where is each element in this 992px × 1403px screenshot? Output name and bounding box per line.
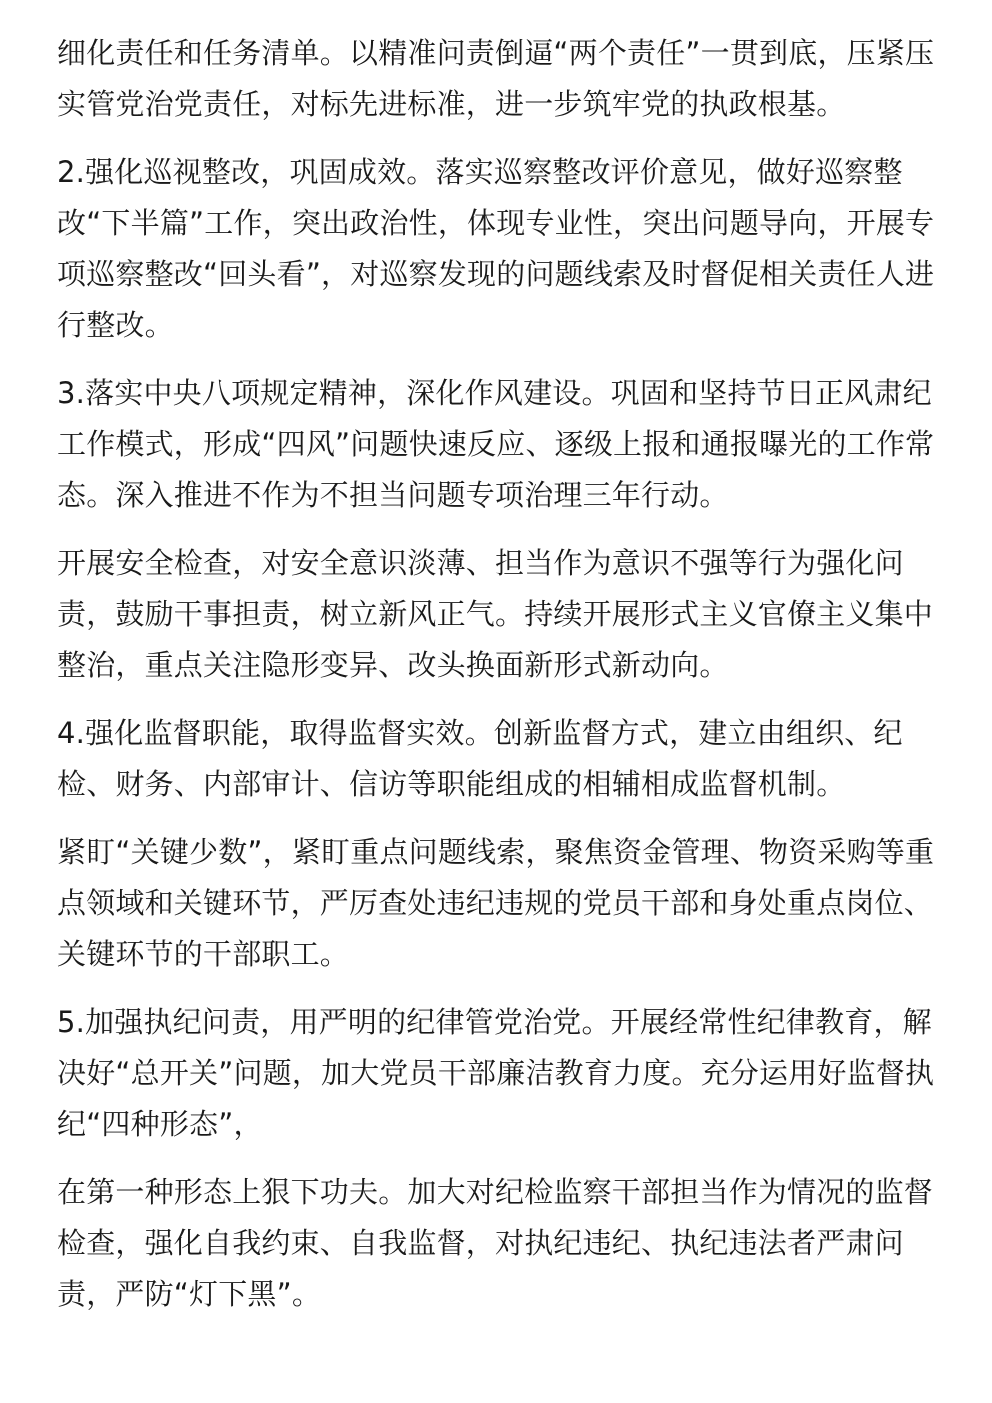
paragraph-eight-rules: 3.落实中央八项规定精神，深化作风建设。巩固和坚持节日正风肃纪工作模式，形成“四风”问题快速反应、逐级上报和通报曝光的工作常态。深入推进不作为不担当问题专项治理三年行动。 <box>57 376 935 512</box>
paragraph-first-form: 在第一种形态上狠下功夫。加大对纪检监察干部担当作为情况的监督检查，强化自我约束、自我监督，对执纪违纪、执纪违法者严肃问责，严防“灯下黑”。 <box>57 1175 934 1311</box>
paragraph-safety-inspection: 开展安全检查，对安全意识淡薄、担当作为意识不强等行为强化问责，鼓励干事担责，树立新风正气。持续开展形式主义官僚主义集中整治，重点关注隐形变异、改头换面新形式新动向。 <box>57 546 934 682</box>
paragraph-supervision-function: 4.强化监督职能，取得监督实效。创新监督方式，建立由组织、纪检、财务、内部审计、信访等职能组成的相辅相成监督机制。 <box>57 716 903 801</box>
paragraph-key-minority: 紧盯“关键少数”，紧盯重点问题线索，聚焦资金管理、物资采购等重点领域和关键环节，严厉查处违纪违规的党员干部和身处重点岗位、关键环节的干部职工。 <box>57 835 935 971</box>
paragraph-discipline-accountability: 5.加强执纪问责，用严明的纪律管党治党。开展经常性纪律教育，解决好“总开关”问题，加大党员干部廉洁教育力度。充分运用好监督执纪“四种形态”， <box>57 1005 935 1141</box>
paragraph-inspection-rectification: 2.强化巡视整改，巩固成效。落实巡察整改评价意见，做好巡察整改“下半篇”工作，突出政治性，体现专业性，突出问题导向，开展专项巡察整改“回头看”，对巡察发现的问题线索及时督促相关责任人进行整改。 <box>57 155 935 342</box>
paragraph-responsibility-list: 细化责任和任务清单。以精准问责倒逼“两个责任”一贯到底，压紧压实管党治党责任，对标先进标准，进一步筑牢党的执政根基。 <box>57 36 935 121</box>
